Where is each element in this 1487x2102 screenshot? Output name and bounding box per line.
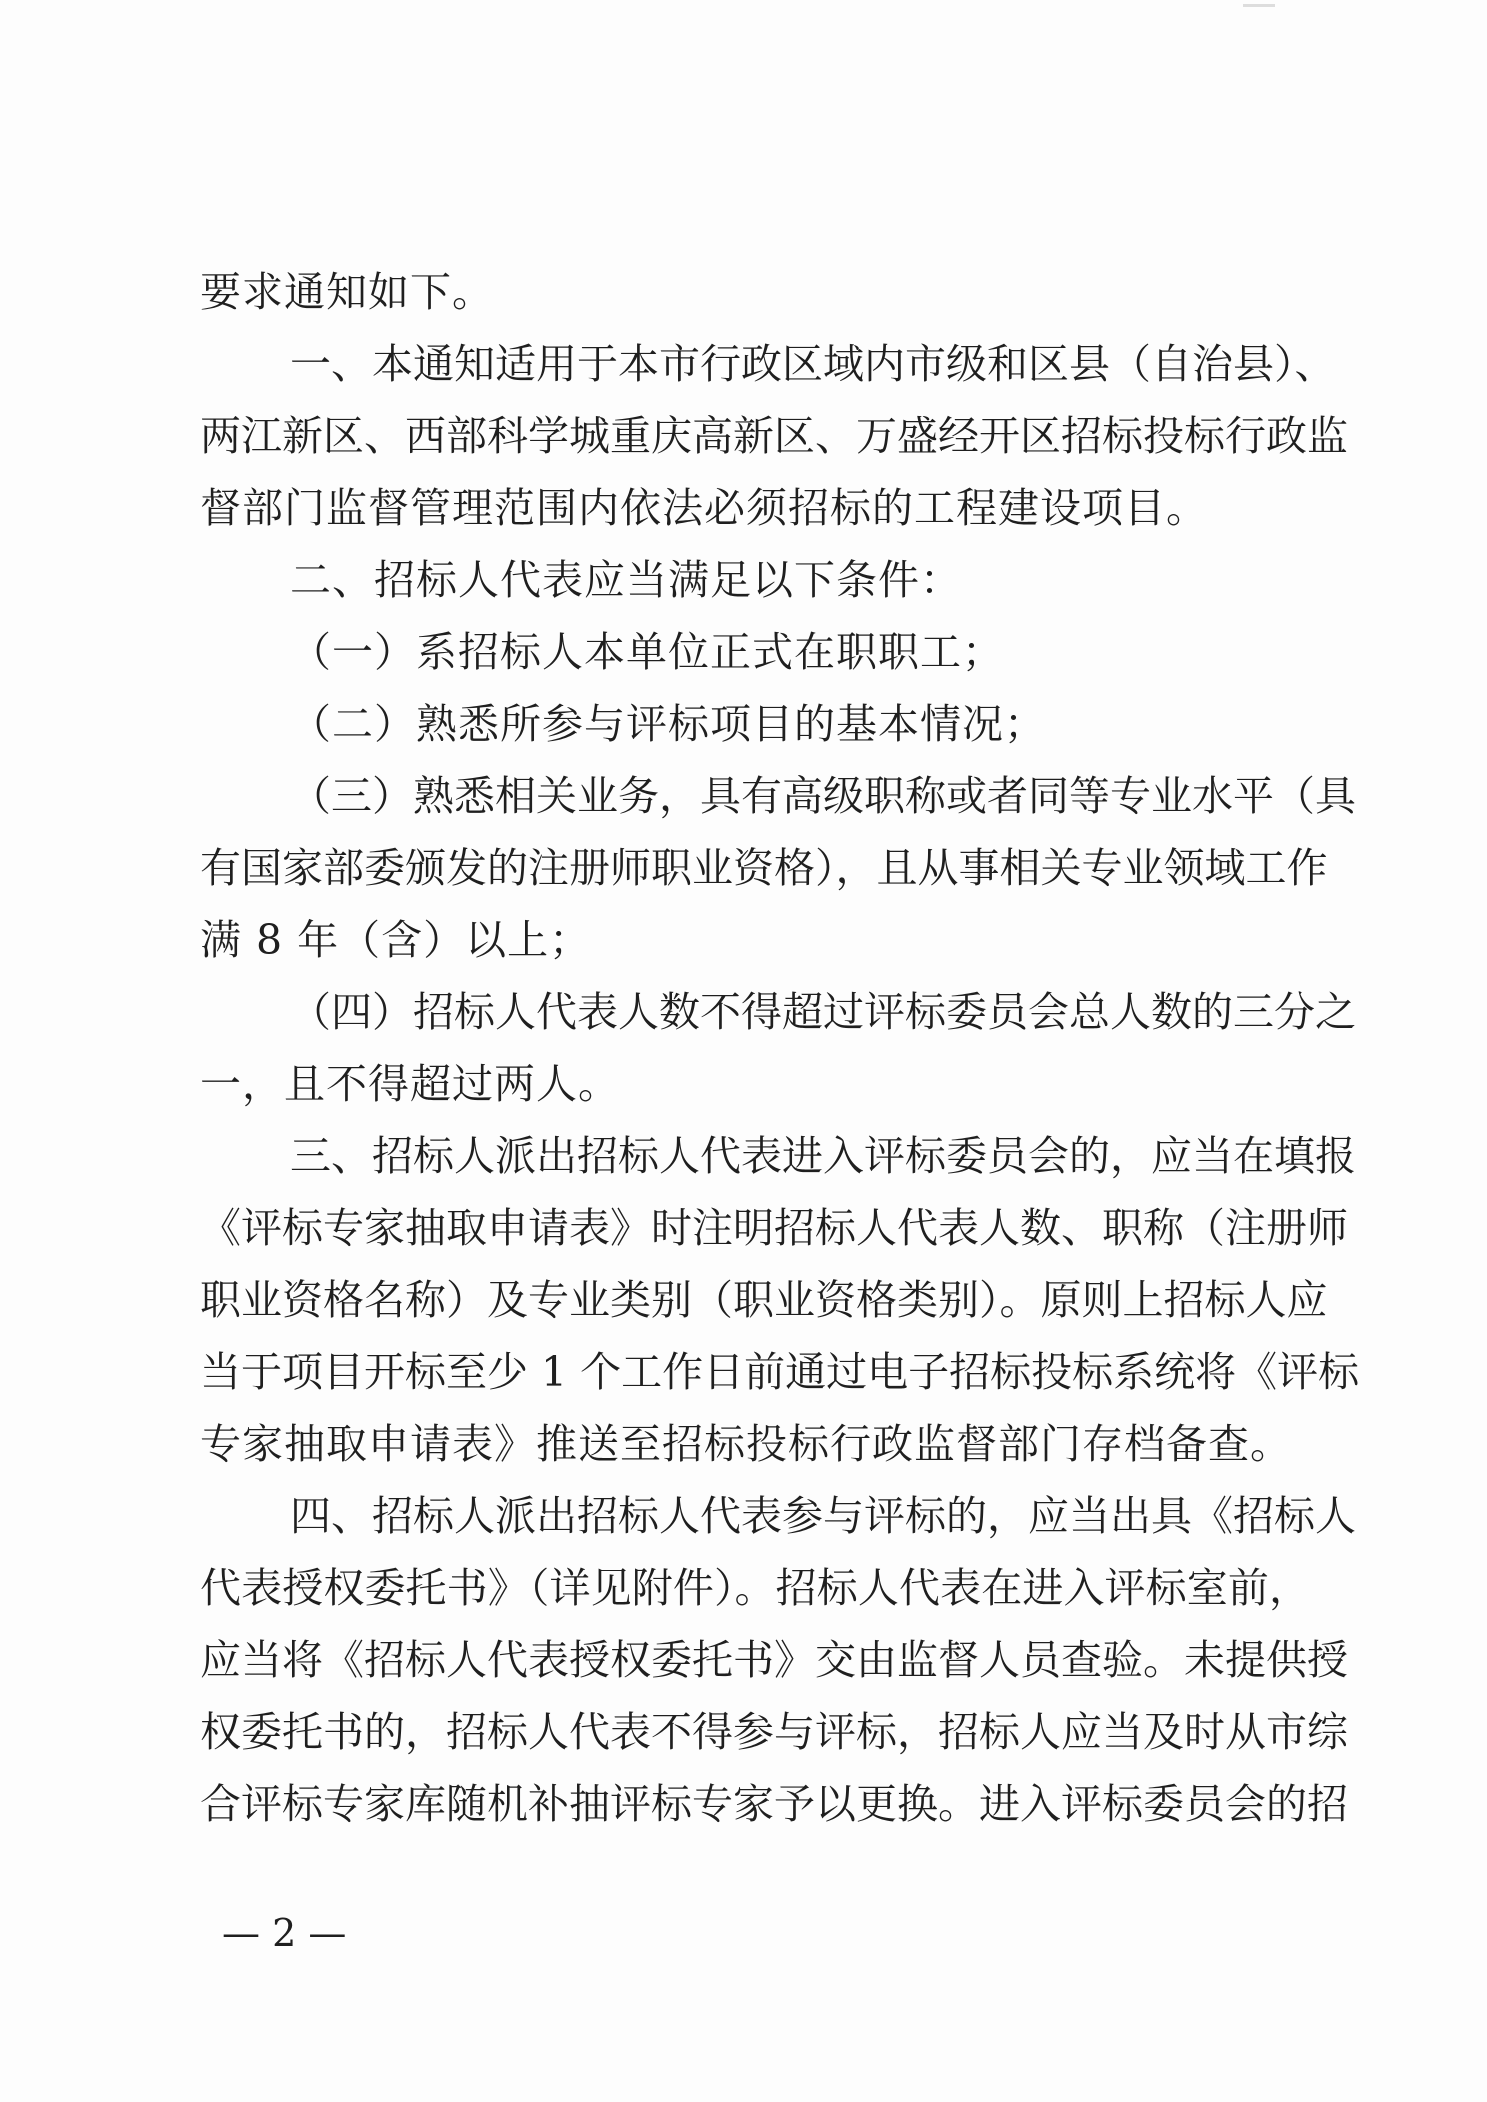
text-line-7: （二）熟悉所参与评标项目的基本情况； (290, 700, 1046, 748)
text-line-1: 要求通知如下。 (200, 268, 494, 316)
text-line-8: （三）熟悉相关业务，具有高级职称或者同等专业水平（具 (290, 772, 1356, 820)
text-line-10: 满 8 年（含）以上； (200, 916, 592, 964)
text-line-18: 四、招标人派出招标人代表参与评标的，应当出具《招标人 (290, 1492, 1356, 1540)
text-line-5: 二、招标人代表应当满足以下条件： (290, 556, 962, 604)
text-line-21: 权委托书的，招标人代表不得参与评标，招标人应当及时从市综 (200, 1708, 1348, 1756)
page-number: — 2 — (222, 1911, 347, 1955)
text-line-15: 职业资格名称）及专业类别（职业资格类别）。原则上招标人应 (200, 1276, 1328, 1324)
text-line-19: 代表授权委托书》（详见附件）。招标人代表在进入评标室前， (200, 1564, 1310, 1612)
text-line-6: （一）系招标人本单位正式在职职工； (290, 628, 1004, 676)
text-line-3: 两江新区、西部科学城重庆高新区、万盛经开区招标投标行政监 (200, 412, 1348, 460)
text-line-22: 合评标专家库随机补抽评标专家予以更换。进入评标委员会的招 (200, 1780, 1348, 1828)
text-line-16: 当于项目开标至少 1 个工作日前通过电子招标投标系统将《评标 (200, 1348, 1360, 1396)
text-line-13: 三、招标人派出招标人代表进入评标委员会的，应当在填报 (290, 1132, 1356, 1180)
text-line-20: 应当将《招标人代表授权委托书》交由监督人员查验。未提供授 (200, 1636, 1348, 1684)
text-line-9: 有国家部委颁发的注册师职业资格），且从事相关专业领域工作 (200, 844, 1328, 892)
text-line-17: 专家抽取申请表》推送至招标投标行政监督部门存档备查。 (200, 1420, 1292, 1468)
text-line-12: 一，且不得超过两人。 (200, 1060, 620, 1108)
text-line-11: （四）招标人代表人数不得超过评标委员会总人数的三分之 (290, 988, 1356, 1036)
scan-artifact (1243, 4, 1275, 7)
text-line-2: 一、本通知适用于本市行政区域内市级和区县（自治县）、 (290, 340, 1336, 388)
text-line-4: 督部门监督管理范围内依法必须招标的工程建设项目。 (200, 484, 1208, 532)
text-line-14: 《评标专家抽取申请表》时注明招标人代表人数、职称（注册师 (200, 1204, 1348, 1252)
